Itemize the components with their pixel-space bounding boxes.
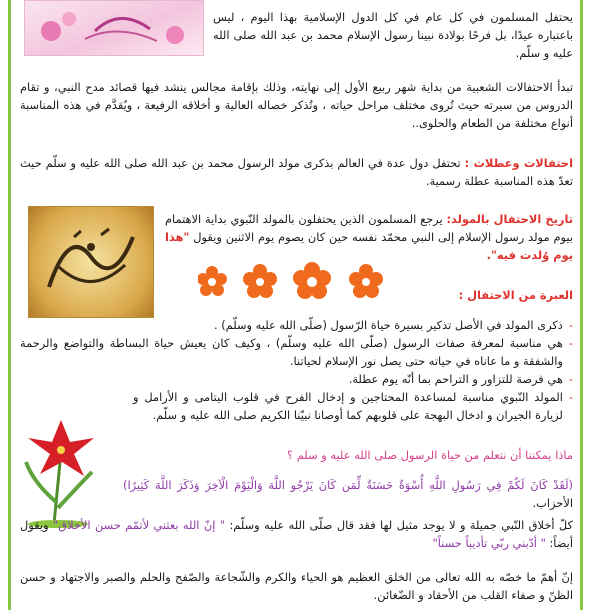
flower-icon — [349, 264, 383, 298]
ayah-text: (لَقَدْ كَانَ لَكُمْ فِي رَسُولِ اللَّهِ أُسْوَةٌ حَسَنَةٌ لِّمَن كَانَ يَرْجُو اللَّهَ وَالْيَوْمَ الْآخِرَ وَذَكَرَ اللَّهَ كَثِيرًا) — [123, 478, 573, 492]
header-floral-image — [24, 0, 204, 56]
flower-icon — [243, 264, 277, 298]
history-quote: "هذا يوم وُلدت فيه". — [165, 230, 573, 262]
morals-text: كلّ أخلاق النّبي جميلة و لا يوجد مثيل لها فقد قال صلّى الله عليه وسلّم: — [229, 518, 573, 532]
history-text: يرجع المسلمون الذين يحتفلون بالمولد النّبوي بداية الاهتمام بيوم مولد رسول الإسلام إلى النبي محمّد نفسه حين كان يصوم يوم الاثنين ويقول — [165, 212, 573, 244]
question-text: ماذا يمكننا أن نتعلم من حياة الرسول صلى الله عليه و سلم ؟ — [287, 448, 573, 462]
holidays-section — [20, 154, 573, 190]
lesson-heading: العبرة من الاحتفال : — [458, 288, 573, 302]
red-lily-image — [18, 412, 104, 528]
holidays-text: تحتفل دول عدة في العالم بذكرى مولد الرسول محمد بن عبد الله صلى الله عليه و سلّم حيث تعدّ هذه المناسبة عطلة رسمية. — [20, 156, 573, 188]
celebrations-paragraph: تبدأ الاحتفالات الشعبية من بداية شهر ربيع الأول إلى نهايته، وذلك بإقامة مجالس ينشد فيها قصائد مدح النبي، و تقام الدروس من سيرته حيث تُروى مختلف مراحل حياته ، وتُذكر خصاله العالية و أخلاقه الرفيعة ، ويُقدَّم في هذه المناسبة أنواع مختلفة من الطعام والحلوى.. — [20, 80, 573, 130]
list-item: - المولد النّبوي مناسبة لمساعدة المحتاجين و إدخال الفرح في قلوب اليتامى و الأرامل و لزيارة الجيران و ادخال البهجة على قلوبهم كما أوصانا نبيّنا الكريم صلى الله عليه و سلّم. — [133, 390, 573, 422]
closing-paragraph: إنّ أهمّ ما خصّه به الله تعالى من الخلق العظيم هو الحياء والكرم والشّجاعة والصّفح والحلم والصبر والاجتهاد و حسن الظنّ و صفاء القلب من الأحقاد و الضّغائن. — [20, 570, 573, 602]
calligraphy-image — [28, 206, 154, 318]
morals-quote-2: " أدّبني ربّي تأديباً حسناً" — [432, 536, 546, 550]
history-heading: تاريخ الاحتفال بالمولد: — [446, 212, 574, 226]
list-item: - ذكرى المولد في الأصل تذكير بسيرة حياة الرّسول (صلّى الله عليه وسلّم) . — [213, 318, 573, 332]
history-section — [165, 210, 573, 264]
lesson-list — [20, 316, 573, 424]
holidays-heading: احتفالات وعطلات : — [464, 156, 573, 170]
flower-icon — [198, 266, 227, 296]
list-item: - هي فرصة للتزاور و التراحم بما أنّه يوم عطلة. — [348, 372, 573, 386]
flowers-decoration — [198, 262, 390, 302]
ayah-ref: الأحزاب. — [532, 496, 573, 510]
intro-paragraph: يحتفل المسلمون في كل عام في كل الدول الإسلامية بهذا اليوم ، ليس باعتباره عيدًا، بل فرحًا بولادة نبينا رسول الإسلام محمد بن عبد الله صلى الله عليه و سلّم. — [213, 10, 573, 60]
morals-mid: ويقول أيضاً: — [20, 518, 573, 550]
ayah-block — [123, 476, 573, 512]
flower-icon — [293, 262, 331, 299]
morals-paragraph — [20, 516, 573, 552]
morals-quote-1: " إنّ الله بعثني لأتمّم حسن الأخلاق" — [53, 518, 226, 532]
list-item: - هي مناسبة لمعرفة صفات الرسول (صلّى الله عليه وسلّم) ، وكيف كان يعيش حياة البساطة والتواضع والرحمة والشفقة و ما عاناه في حياته حتى يصل نور الإسلام لحياتنا. — [20, 336, 573, 368]
